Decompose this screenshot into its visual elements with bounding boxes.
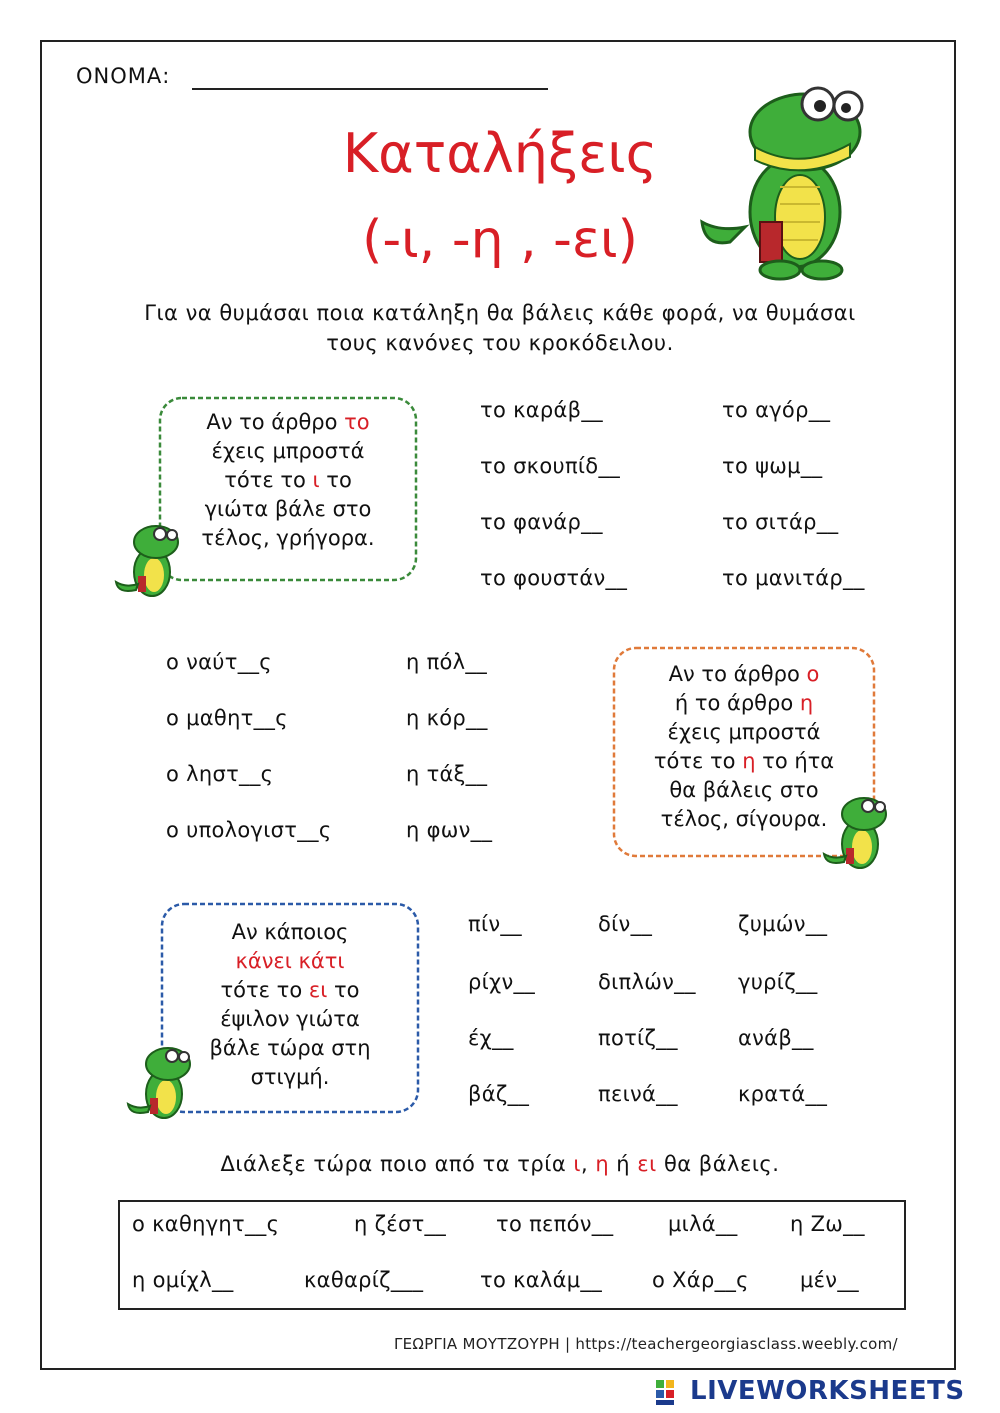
small-crocodile-icon: [822, 792, 892, 876]
word-blank[interactable]: διπλών__: [598, 970, 696, 994]
author-credit: ΓΕΩΡΓΙΑ ΜΟΥΤΖΟΥΡΗ | https://teachergeorgiasclass.weebly.com/: [394, 1335, 898, 1353]
word-blank[interactable]: το μανιτάρ__: [722, 566, 865, 590]
word-blank[interactable]: ο ληστ__ς: [166, 762, 274, 786]
word-blank[interactable]: η φων__: [406, 818, 493, 842]
word-blank[interactable]: ζυμών__: [738, 912, 828, 936]
word-blank[interactable]: το πεπόν__: [496, 1212, 614, 1236]
word-blank[interactable]: ο Χάρ__ς: [652, 1268, 749, 1292]
rule-box-to: [154, 392, 422, 586]
word-blank[interactable]: ο ναύτ__ς: [166, 650, 272, 674]
word-blank[interactable]: η ζέστ__: [354, 1212, 447, 1236]
word-blank[interactable]: η κόρ__: [406, 706, 488, 730]
word-blank[interactable]: το αγόρ__: [722, 398, 831, 422]
crocodile-mascot-icon: [700, 72, 880, 282]
word-blank[interactable]: ο υπολογιστ__ς: [166, 818, 332, 842]
rule-ei-text: Αν κάποιος κάνει κάτι τότε το ει το έψιλον γιώτα βάλε τώρα στη στιγμή.: [209, 920, 371, 1089]
small-crocodile-icon: [126, 1042, 196, 1126]
liveworksheets-logo-icon: [656, 1380, 684, 1406]
mixed-exercise-box: [118, 1200, 906, 1310]
word-blank[interactable]: το καλάμ__: [480, 1268, 603, 1292]
word-blank[interactable]: ρίχν__: [468, 970, 536, 994]
word-blank[interactable]: έχ__: [468, 1026, 514, 1050]
page-title: Καταλήξεις: [342, 122, 658, 185]
word-blank[interactable]: η Ζω__: [790, 1212, 865, 1236]
word-blank[interactable]: καθαρίζ___: [304, 1268, 424, 1292]
small-crocodile-icon: [114, 520, 184, 604]
word-blank[interactable]: μιλά__: [668, 1212, 738, 1236]
intro-text: Για να θυμάσαι ποια κατάληξη θα βάλεις κάθε φορά, να θυμάσαι τους κανόνες του κροκόδειλου.: [144, 301, 856, 355]
rule-box-ei: [156, 898, 424, 1118]
word-blank[interactable]: μέν__: [800, 1268, 859, 1292]
word-blank[interactable]: ποτίζ__: [598, 1026, 678, 1050]
word-blank[interactable]: ο καθηγητ__ς: [132, 1212, 280, 1236]
rule-to-text: Αν το άρθρο το έχεις μπροστά τότε το ι το γιώτα βάλε στο τέλος, γρήγορα.: [201, 410, 375, 550]
word-blank[interactable]: το ψωμ__: [722, 454, 823, 478]
word-blank[interactable]: η τάξ__: [406, 762, 488, 786]
rule-o-i-text: Αν το άρθρο ο ή το άρθρο η έχεις μπροστά τότε το η το ήτα θα βάλεις στο τέλος, σίγουρα.: [653, 662, 835, 831]
word-blank[interactable]: πεινά__: [598, 1082, 678, 1106]
page-subtitle: (-ι, -η , -ει): [362, 210, 638, 270]
word-blank[interactable]: το σκουπίδ__: [480, 454, 621, 478]
word-blank[interactable]: ο μαθητ__ς: [166, 706, 288, 730]
word-blank[interactable]: το φουστάν__: [480, 566, 628, 590]
word-blank[interactable]: η πόλ__: [406, 650, 488, 674]
bottom-instruction: Διάλεξε τώρα ποιο από τα τρία ι, η ή ει θα βάλεις.: [220, 1152, 780, 1176]
word-blank[interactable]: η ομίχλ__: [132, 1268, 234, 1292]
name-input-line[interactable]: [192, 88, 548, 90]
word-blank[interactable]: δίν__: [598, 912, 653, 936]
word-blank[interactable]: το καράβ__: [480, 398, 603, 422]
name-label: ΟΝΟΜΑ:: [76, 64, 171, 88]
word-blank[interactable]: ανάβ__: [738, 1026, 814, 1050]
brand-logo[interactable]: LIVEWORKSHEETS: [690, 1376, 965, 1406]
word-blank[interactable]: γυρίζ__: [738, 970, 818, 994]
word-blank[interactable]: το σιτάρ__: [722, 510, 839, 534]
word-blank[interactable]: το φανάρ__: [480, 510, 603, 534]
word-blank[interactable]: πίν__: [468, 912, 522, 936]
worksheet: [40, 40, 956, 1370]
word-blank[interactable]: κρατά__: [738, 1082, 828, 1106]
word-blank[interactable]: βάζ__: [468, 1082, 530, 1106]
